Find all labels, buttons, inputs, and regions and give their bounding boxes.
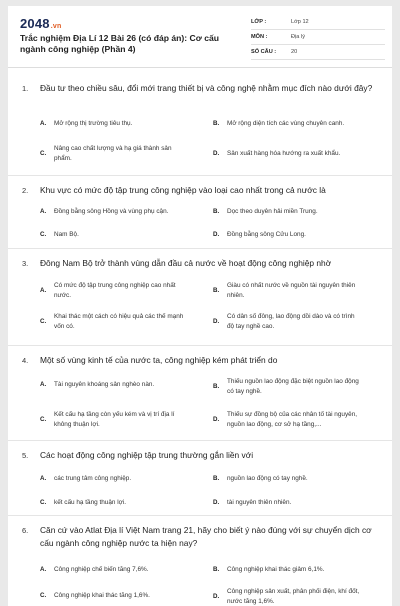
question-item xyxy=(8,347,392,441)
option-d[interactable]: D. Đồng bằng sông Cửu Long. xyxy=(213,231,306,238)
option-d[interactable]: D. Có dân số đông, lao động dồi dào và có trình độ tay nghề cao. xyxy=(213,313,355,330)
option-b[interactable]: B. nguồn lao động có tay nghề. xyxy=(213,475,308,482)
option-a[interactable]: A. Có mức độ tập trung công nghiệp cao nhất nước. xyxy=(40,282,176,299)
question-item xyxy=(8,177,392,249)
page-title: Trắc nghiệm Địa Lí 12 Bài 26 (có đáp án): Cơ cấu ngành công nghiệp (Phần 4) xyxy=(20,33,220,54)
option-c[interactable]: C. Khai thác một cách có hiệu quả các thế mạnh vốn có. xyxy=(40,313,184,330)
option-c[interactable]: C. Nâng cao chất lượng và hạ giá thành sản phẩm. xyxy=(40,145,172,162)
question-number: 4. xyxy=(22,356,29,365)
option-d[interactable]: D. Công nghiệp sản xuất, phân phối điện, khí đốt, nước tăng 1,6%. xyxy=(213,588,360,605)
question-number: 3. xyxy=(22,259,29,268)
question-text: Đầu tư theo chiều sâu, đổi mới trang thiết bị và công nghệ nhằm mục đích nào dưới đây? xyxy=(40,83,373,93)
question-item xyxy=(8,442,392,516)
option-b[interactable]: B. Công nghiệp khai thác giảm 6,1%. xyxy=(213,566,325,573)
meta-row-count: SỐ CÂU : 20 xyxy=(251,45,385,60)
option-d[interactable]: D. Sản xuất hàng hóa hướng ra xuất khẩu. xyxy=(213,150,341,157)
option-a[interactable]: A. Mở rộng thị trường tiêu thụ. xyxy=(40,120,133,127)
question-text: Khu vực có mức độ tập trung công nghiệp vào loại cao nhất trong cả nước là xyxy=(40,185,326,195)
option-d[interactable]: D. tài nguyên thiên nhiên. xyxy=(213,499,292,506)
option-c[interactable]: C. Công nghiệp khai thác tăng 1,6%. xyxy=(40,592,150,599)
quiz-meta xyxy=(251,15,385,60)
question-number: 5. xyxy=(22,451,29,460)
question-text: Một số vùng kinh tế của nước ta, công nghiệp kém phát triển do xyxy=(40,355,278,365)
option-c[interactable]: C. Nam Bộ. xyxy=(40,231,79,238)
logo-suffix: .vn xyxy=(50,23,62,30)
question-text: Các hoạt động công nghiệp tập trung thường gắn liền với xyxy=(40,450,254,460)
option-a[interactable]: A. các trung tâm công nghiệp. xyxy=(40,475,132,482)
option-b[interactable]: B. Mở rộng diện tích các vùng chuyên canh. xyxy=(213,120,345,127)
option-b[interactable]: B. Giàu có nhất nước về nguồn tài nguyên thiên nhiên. xyxy=(213,282,356,299)
option-a[interactable]: A. Tài nguyên khoáng sản nghèo nàn. xyxy=(40,381,155,388)
question-text: Căn cứ vào Atlat Địa lí Việt Nam trang 21, hãy cho biết ý nào đúng với sự chuyển dịch cơ cấu ngành công nghiệp nước ta hiện nay? xyxy=(40,525,372,548)
question-item xyxy=(8,517,392,606)
document-header xyxy=(8,6,392,68)
logo-text: 2048 xyxy=(20,16,50,31)
option-a[interactable]: A. Đồng bằng sông Hồng và vùng phụ cận. xyxy=(40,208,169,215)
question-number: 1. xyxy=(22,84,29,93)
question-item xyxy=(8,74,392,176)
option-a[interactable]: A. Công nghiệp chế biến tăng 7,6%. xyxy=(40,566,149,573)
option-d[interactable]: D. Thiếu sự đồng bộ của các nhân tố tài nguyên, nguồn lao động, cơ sở hạ tầng,... xyxy=(213,411,358,428)
meta-row-subject: MÔN : Địa lý xyxy=(251,30,385,45)
question-number: 2. xyxy=(22,186,29,195)
meta-row-class: LỚP : Lớp 12 xyxy=(251,15,385,30)
question-number: 6. xyxy=(22,526,29,535)
question-item xyxy=(8,250,392,346)
question-text: Đông Nam Bộ trở thành vùng dẫn đầu cả nước về hoạt động công nghiệp nhờ xyxy=(40,258,332,268)
option-b[interactable]: B. Thiếu nguồn lao động đặc biệt nguồn lao động có tay nghề. xyxy=(213,378,359,395)
document-page xyxy=(8,6,392,606)
option-b[interactable]: B. Dọc theo duyên hải miền Trung. xyxy=(213,208,318,215)
site-logo[interactable] xyxy=(20,16,61,31)
option-c[interactable]: C. kết cấu hạ tầng thuận lợi. xyxy=(40,499,127,506)
option-c[interactable]: C. Kết cấu hạ tầng còn yếu kém và vị trí địa lí không thuận lợi. xyxy=(40,411,175,428)
